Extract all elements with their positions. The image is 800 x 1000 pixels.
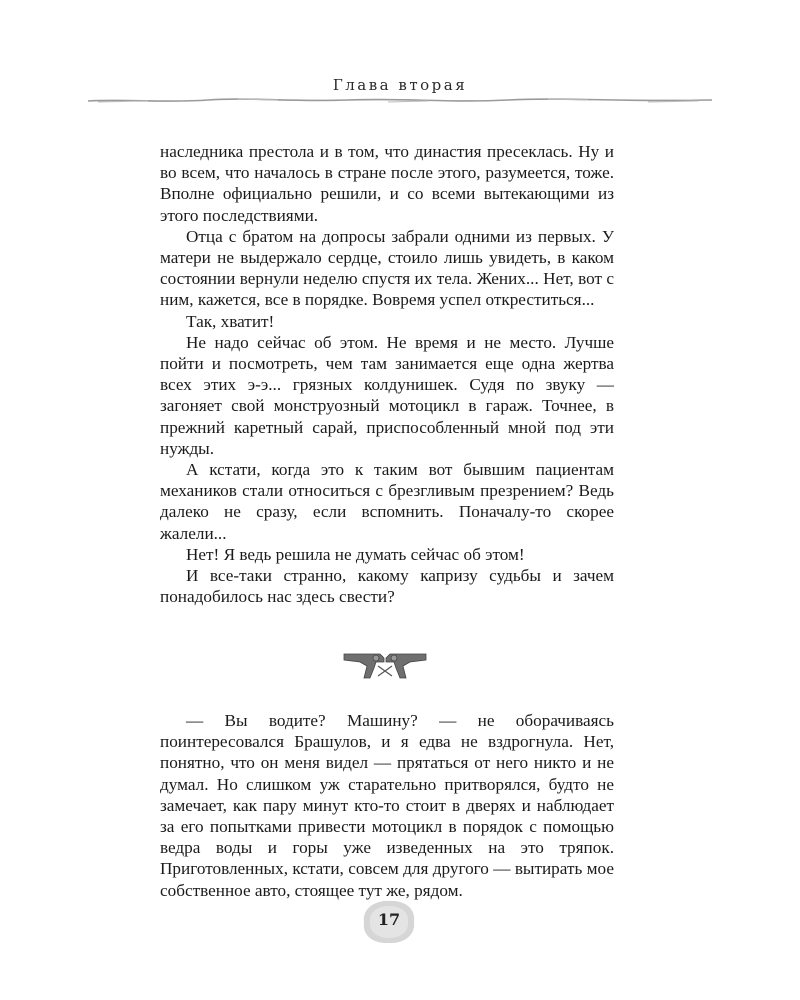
paragraph: Нет! Я ведь решила не думать сейчас об этом! [186,544,525,564]
body-text-top [160,141,614,607]
paragraph: — Вы водите? Машину? — не оборачиваясь поинтересовался Брашулов, и я едва не вздрогнула. Нет, понятно, что он меня видел — прятаться от него никто и не думал. Но слишком уж старательно притворялся, будто не замечает, как пару минут кто-то стоит в дверях и наблюдает за его попытками привести мотоцикл в порядок с помощью ведра воды и горы уже изведенных на это тряпок. Приготовленных, кстати, совсем для другого — вытирать мое собственное авто, стоящее тут же, рядом. [160,711,614,900]
running-header: Глава вторая [332,76,468,94]
paragraph: Так, хватит! [186,311,275,331]
body-text-bottom [160,710,614,901]
crossed-revolvers-icon [340,640,430,682]
paragraph: Не надо сейчас об этом. Не время и не место. Лучше пойти и посмотреть, чем там занимается еще одна жертва всех этих э-э... грязных колдунишек. Судя по звуку — загоняет свой монструозный мотоцикл в гараж. Точнее, в прежний каретный сарай, приспособленный мной под эти нужды. [160,332,614,458]
paragraph: наследника престола и в том, что династия пресеклась. Ну и во всем, что началось в стране после этого, разумеется, тоже. Вполне официально решили, и со всеми вытекающими из этого последствиями. [160,142,614,225]
paragraph: И все-таки странно, какому капризу судьбы и зачем понадобилось нас здесь свести? [160,566,614,607]
paragraph: Отца с братом на допросы забрали одними из первых. У матери не выдержало сердце, стоило лишь увидеть, в каком состоянии вернули неделю спустя их тела. Жених... Нет, вот с ним, кажется, все в порядке. Вовремя успел откреститься... [160,226,614,310]
page-number: 17 [377,910,401,929]
decorative-rule [88,94,712,108]
paragraph: А кстати, когда это к таким вот бывшим пациентам механиков стали относиться с брезгливым презрением? Ведь далеко не сразу, если вспомнить. Поначалу-то скорее жалели... [160,460,614,543]
